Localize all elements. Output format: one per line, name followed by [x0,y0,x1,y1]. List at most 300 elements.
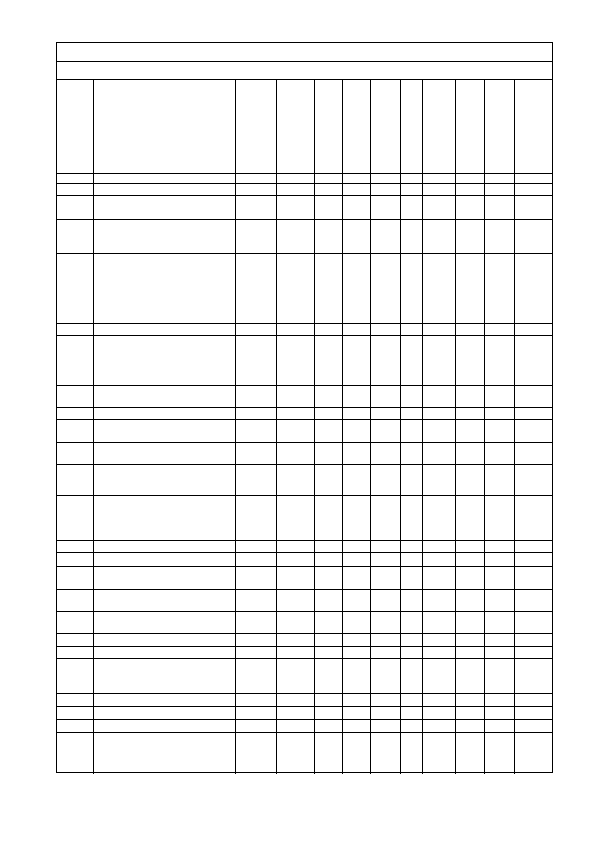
table-cell [93,693,235,706]
table-cell [514,719,554,732]
table-cell [57,253,93,323]
column-header [554,79,558,173]
table-cell [484,633,514,646]
table-cell [554,442,558,464]
table-cell [422,706,455,719]
table-cell [314,442,342,464]
table-cell [514,442,554,464]
table-cell [455,495,484,540]
table-cell [314,706,342,719]
table-cell [314,693,342,706]
table-cell [342,693,370,706]
table-cell [93,658,235,693]
table-cell [276,719,314,732]
table-cell [422,540,455,552]
table-cell [455,407,484,419]
table-title [57,43,552,61]
table-cell [235,706,276,719]
table-cell [455,464,484,495]
table-cell [57,495,93,540]
table-cell [514,385,554,407]
form-table [56,42,553,773]
table-cell [93,407,235,419]
table-cell [455,646,484,658]
table-cell [514,419,554,442]
table-cell [370,633,400,646]
table-cell [276,495,314,540]
table-cell [342,719,370,732]
table-cell [342,552,370,566]
table-cell [276,464,314,495]
table-cell [342,419,370,442]
table-cell [235,335,276,385]
table-cell [314,633,342,646]
table-cell [57,611,93,633]
table-cell [514,633,554,646]
table-cell [554,464,558,495]
table-cell [400,464,422,495]
table-cell [554,495,558,540]
table-cell [342,335,370,385]
table-cell [455,219,484,253]
table-cell [342,633,370,646]
table-cell [93,552,235,566]
column-header [342,79,370,173]
table-cell [342,442,370,464]
table-cell [422,464,455,495]
table-cell [484,706,514,719]
table-cell [370,589,400,611]
table-cell [235,407,276,419]
table-cell [400,646,422,658]
table-cell [370,719,400,732]
table-cell [455,552,484,566]
table-cell [57,173,93,183]
table-cell [422,253,455,323]
table-cell [276,658,314,693]
table-cell [484,566,514,589]
table-cell [370,253,400,323]
table-cell [370,219,400,253]
table-cell [370,464,400,495]
table-cell [93,195,235,219]
table-cell [57,633,93,646]
table-cell [554,706,558,719]
table-cell [57,566,93,589]
table-cell [455,385,484,407]
table-cell [554,540,558,552]
table-cell [514,335,554,385]
table-cell [314,589,342,611]
table-cell [554,419,558,442]
table-cell [342,407,370,419]
table-cell [314,407,342,419]
table-cell [455,323,484,335]
table-cell [314,419,342,442]
table-cell [93,611,235,633]
table-cell [484,419,514,442]
table-cell [514,658,554,693]
table-cell [422,323,455,335]
table-cell [314,566,342,589]
table-cell [93,633,235,646]
table-cell [370,407,400,419]
table-cell [314,719,342,732]
table-cell [370,540,400,552]
table-cell [93,719,235,732]
table-cell [514,173,554,183]
row-divider [57,61,552,62]
table-cell [93,495,235,540]
table-cell [554,183,558,195]
table-cell [93,566,235,589]
table-cell [514,646,554,658]
table-cell [554,719,558,732]
table-cell [400,540,422,552]
table-cell [400,566,422,589]
table-cell [57,646,93,658]
table-cell [400,495,422,540]
table-cell [93,253,235,323]
table-cell [514,323,554,335]
table-cell [554,385,558,407]
table-cell [554,658,558,693]
table-cell [276,419,314,442]
table-cell [455,693,484,706]
table-cell [370,566,400,589]
table-cell [554,589,558,611]
table-cell [484,589,514,611]
column-header [455,79,484,173]
table-cell [422,195,455,219]
table-cell [57,335,93,385]
table-cell [342,464,370,495]
table-cell [276,540,314,552]
table-cell [235,646,276,658]
table-cell [400,195,422,219]
table-cell [400,658,422,693]
table-cell [276,646,314,658]
table-cell [484,693,514,706]
table-cell [235,552,276,566]
table-cell [276,442,314,464]
table-cell [514,464,554,495]
table-cell [514,219,554,253]
table-cell [554,253,558,323]
table-cell [400,335,422,385]
column-header [235,79,276,173]
table-cell [455,706,484,719]
table-cell [57,442,93,464]
table-cell [484,540,514,552]
table-cell [314,219,342,253]
column-header [314,79,342,173]
table-cell [422,183,455,195]
table-cell [422,658,455,693]
table-cell [554,195,558,219]
table-cell [276,706,314,719]
table-cell [400,419,422,442]
table-cell [514,589,554,611]
table-cell [276,253,314,323]
table-cell [314,552,342,566]
table-cell [370,335,400,385]
table-cell [314,658,342,693]
table-cell [57,407,93,419]
table-cell [400,589,422,611]
table-cell [235,540,276,552]
table-cell [235,633,276,646]
table-cell [400,442,422,464]
table-cell [554,693,558,706]
table-cell [514,693,554,706]
table-cell [57,540,93,552]
table-cell [57,419,93,442]
table-cell [235,589,276,611]
table-cell [93,219,235,253]
table-cell [93,464,235,495]
table-cell [342,646,370,658]
column-header [484,79,514,173]
table-cell [514,552,554,566]
table-cell [400,385,422,407]
table-cell [400,173,422,183]
table-cell [422,611,455,633]
table-cell [554,552,558,566]
table-cell [342,219,370,253]
table-cell [484,219,514,253]
table-cell [57,195,93,219]
table-cell [400,323,422,335]
table-cell [93,646,235,658]
table-cell [422,719,455,732]
table-cell [235,658,276,693]
table-cell [276,407,314,419]
table-cell [93,183,235,195]
row-divider [57,732,552,733]
table-cell [422,385,455,407]
table-cell [400,611,422,633]
table-cell [554,611,558,633]
column-header [400,79,422,173]
table-cell [235,195,276,219]
table-cell [235,442,276,464]
table-cell [514,407,554,419]
table-cell [235,173,276,183]
table-cell [455,566,484,589]
table-cell [514,183,554,195]
table-cell [422,589,455,611]
column-header [422,79,455,173]
table-cell [370,706,400,719]
table-cell [514,566,554,589]
table-cell [455,540,484,552]
table-cell [422,335,455,385]
table-cell [342,183,370,195]
table-cell [342,706,370,719]
table-cell [235,219,276,253]
table-cell [342,195,370,219]
table-cell [57,323,93,335]
table-cell [57,589,93,611]
table-cell [314,495,342,540]
table-cell [455,589,484,611]
table-cell [93,540,235,552]
table-cell [235,385,276,407]
table-cell [455,658,484,693]
table-cell [370,323,400,335]
table-cell [484,611,514,633]
table-cell [276,693,314,706]
table-cell [276,633,314,646]
table-cell [93,335,235,385]
table-cell [370,195,400,219]
table-cell [484,464,514,495]
table-cell [370,646,400,658]
table-cell [370,611,400,633]
table-cell [422,633,455,646]
table-cell [400,706,422,719]
table-cell [342,540,370,552]
table-cell [276,323,314,335]
table-cell [455,335,484,385]
table-cell [342,566,370,589]
table-cell [514,611,554,633]
table-cell [422,219,455,253]
table-cell [554,407,558,419]
table-cell [314,611,342,633]
table-cell [276,385,314,407]
table-cell [400,183,422,195]
table-cell [484,183,514,195]
table-cell [57,219,93,253]
table-cell [422,407,455,419]
table-cell [455,633,484,646]
table-cell [57,385,93,407]
table-cell [514,253,554,323]
table-cell [514,195,554,219]
table-cell [235,719,276,732]
table-cell [455,419,484,442]
table-cell [422,419,455,442]
table-cell [314,464,342,495]
column-header [370,79,400,173]
table-cell [484,253,514,323]
table-cell [422,173,455,183]
table-cell [57,183,93,195]
table-cell [514,540,554,552]
column-header [514,79,554,173]
table-cell [400,407,422,419]
table-subtitle [57,61,552,79]
table-cell [276,335,314,385]
table-cell [455,253,484,323]
table-cell [235,253,276,323]
table-cell [276,611,314,633]
table-cell [484,195,514,219]
table-cell [370,658,400,693]
table-cell [342,385,370,407]
column-header [276,79,314,173]
table-cell [422,495,455,540]
table-cell [276,195,314,219]
table-cell [484,658,514,693]
table-cell [554,566,558,589]
table-cell [314,183,342,195]
table-cell [93,706,235,719]
table-cell [422,552,455,566]
table-cell [554,335,558,385]
table-cell [554,173,558,183]
table-cell [57,464,93,495]
table-cell [57,719,93,732]
table-cell [400,693,422,706]
table-cell [455,173,484,183]
table-cell [554,323,558,335]
table-cell [314,253,342,323]
table-cell [422,442,455,464]
table-cell [514,495,554,540]
table-cell [342,253,370,323]
table-cell [422,693,455,706]
table-cell [455,719,484,732]
table-cell [400,552,422,566]
table-cell [276,566,314,589]
table-cell [484,552,514,566]
table-cell [93,385,235,407]
column-header [57,79,93,173]
table-cell [276,173,314,183]
table-cell [314,323,342,335]
table-cell [57,658,93,693]
table-cell [235,566,276,589]
table-cell [484,495,514,540]
table-cell [455,195,484,219]
table-cell [484,323,514,335]
table-cell [235,495,276,540]
table-cell [93,442,235,464]
table-cell [484,646,514,658]
table-cell [370,495,400,540]
table-cell [484,173,514,183]
table-cell [400,219,422,253]
table-cell [400,633,422,646]
table-cell [514,706,554,719]
table-cell [57,693,93,706]
table-cell [370,693,400,706]
table-cell [554,219,558,253]
table-cell [370,183,400,195]
table-cell [342,611,370,633]
table-cell [484,385,514,407]
table-cell [314,173,342,183]
table-cell [484,407,514,419]
table-cell [93,173,235,183]
table-cell [276,589,314,611]
table-cell [484,719,514,732]
table-cell [370,173,400,183]
column-header [93,79,235,173]
table-cell [455,442,484,464]
table-cell [276,219,314,253]
table-cell [314,540,342,552]
table-cell [484,335,514,385]
table-cell [235,323,276,335]
table-cell [276,552,314,566]
table-cell [57,706,93,719]
table-cell [235,464,276,495]
table-cell [235,419,276,442]
